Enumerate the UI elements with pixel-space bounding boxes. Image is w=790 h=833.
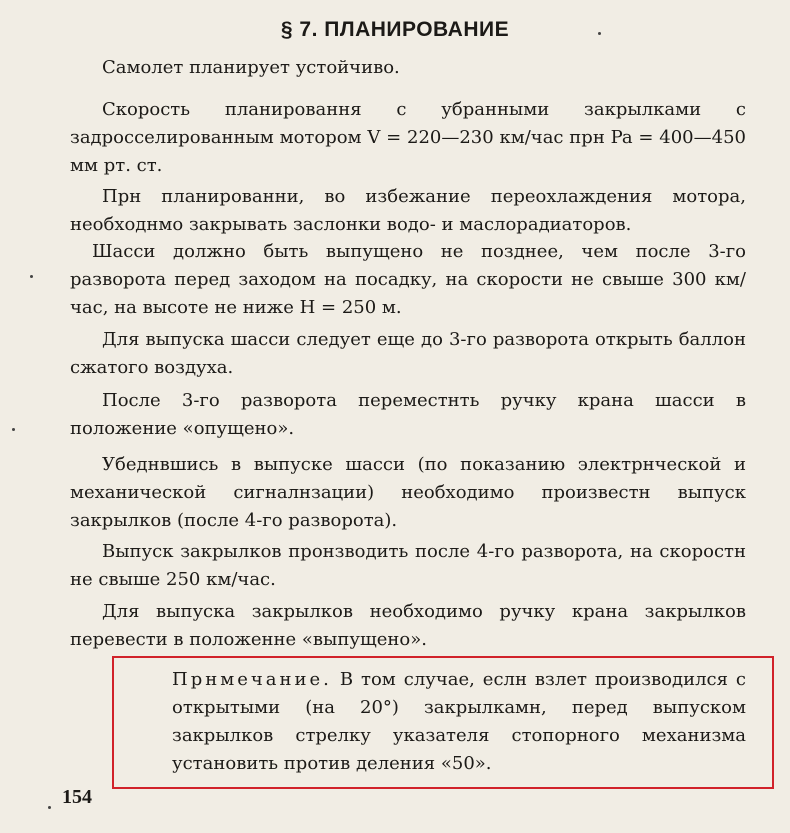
speck-mark bbox=[12, 428, 15, 431]
page-number: 154 bbox=[62, 786, 92, 808]
paragraph-1: Самолет планирует устойчиво. bbox=[102, 57, 400, 78]
note-title: Прнмечание. bbox=[172, 669, 332, 690]
paragraph-4: Шасси должно быть выпущено не позднее, чем после 3-го разворота перед заходом на посадку, на скорости не свыше 300 км/час, на высоте не ниже H = 250 м. bbox=[70, 241, 746, 318]
speck-mark bbox=[48, 806, 51, 809]
paragraph-7: Убеднвшись в выпуске шасси (по показанию электрнческой и механической сигналнзации) необходимо произвестн выпуск закрылков (после 4-го разворота). bbox=[70, 454, 746, 531]
note-paragraph bbox=[172, 666, 746, 778]
paragraph-5: Для выпуска шасси следует еще до 3-го разворота открыть баллон сжатого воздуха. bbox=[70, 329, 746, 378]
paragraph-6: После 3-го разворота переместнть ручку крана шасси в положение «опущено». bbox=[70, 390, 746, 439]
paragraph-8: Выпуск закрылков пронзводить после 4-го разворота, на скоростн не свыше 250 км/час. bbox=[70, 541, 746, 590]
paragraph-3: Прн планированни, во избежание переохлаждения мотора, необходнмо закрывать заслонки водо- и маслорадиаторов. bbox=[70, 186, 746, 235]
note-text: В том случае, еслн взлет производился с открытыми (на 20°) закрылкамн, перед выпуском закрылков стрелку указателя стопорного механизма установить против деления «50». bbox=[172, 669, 746, 774]
highlighted-note-box bbox=[112, 656, 774, 789]
paragraph-9: Для выпуска закрылков необходимо ручку крана закрылков перевести в положенне «выпущено». bbox=[70, 601, 746, 650]
section-heading: § 7. ПЛАНИРОВАНИЕ bbox=[280, 18, 510, 41]
speck-mark bbox=[598, 32, 601, 35]
speck-mark bbox=[30, 275, 33, 278]
paragraph-2: Скорость планировання с убранными закрылками с задросселированным мотором V = 220—230 км/час прн Pa = 400—450 мм рт. ст. bbox=[70, 99, 746, 176]
